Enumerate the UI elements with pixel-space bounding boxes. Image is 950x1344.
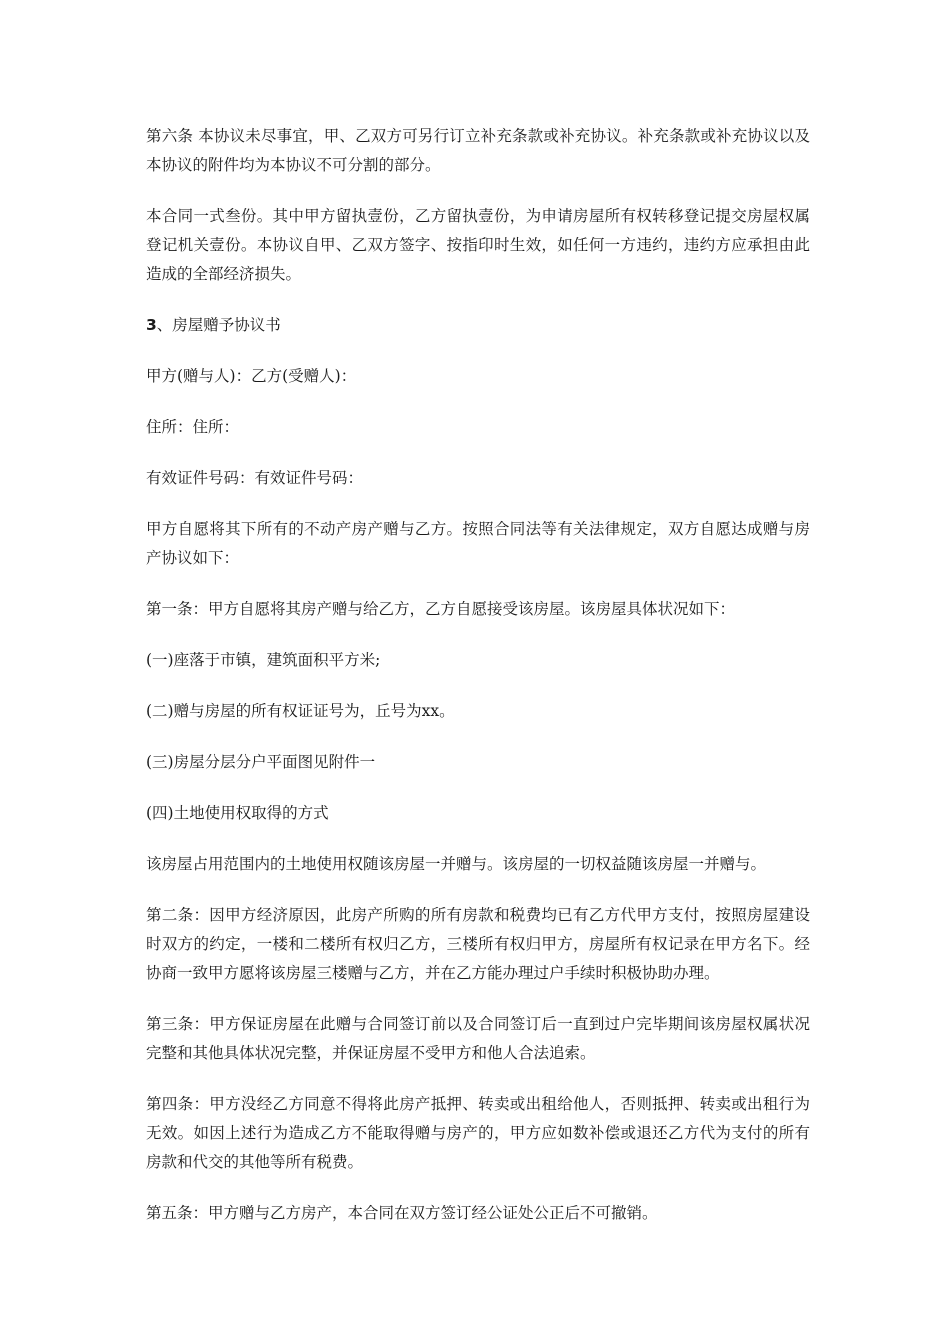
article-three-paragraph: 第三条：甲方保证房屋在此赠与合同签订前以及合同签订后一直到过户完毕期间该房屋权属状况完整和其他具体状况完整，并保证房屋不受甲方和他人合法追索。 bbox=[146, 1015, 810, 1062]
copies-paragraph: 本合同一式叁份。其中甲方留执壹份，乙方留执壹份，为申请房屋所有权转移登记提交房屋权属登记机关壹份。本协议自甲、乙双方签字、按指印时生效，如任何一方违约，违约方应承担由此造成的全部经济损失。 bbox=[146, 207, 810, 283]
address-line: 住所：住所： bbox=[146, 418, 240, 436]
item-three-paragraph: (三)房屋分层分户平面图见附件一 bbox=[146, 753, 376, 771]
clause-six-paragraph: 第六条 本协议未尽事宜，甲、乙双方可另行订立补充条款或补充协议。补充条款或补充协议以及本协议的附件均为本协议不可分割的部分。 bbox=[146, 127, 810, 174]
section-heading bbox=[146, 311, 810, 340]
article-five-paragraph: 第五条：甲方赠与乙方房产，本合同在双方签订经公证处公正后不可撤销。 bbox=[146, 1204, 658, 1222]
item-four-paragraph: (四)土地使用权取得的方式 bbox=[146, 804, 329, 822]
id-number-line: 有效证件号码：有效证件号码： bbox=[146, 469, 364, 487]
section-title: 、房屋赠予协议书 bbox=[156, 316, 281, 334]
section-number: 3 bbox=[146, 316, 157, 334]
land-use-paragraph: 该房屋占用范围内的土地使用权随该房屋一并赠与。该房屋的一切权益随该房屋一并赠与。 bbox=[146, 855, 767, 873]
item-one-paragraph: (一)座落于市镇，建筑面积平方米; bbox=[146, 651, 381, 669]
article-one-paragraph: 第一条：甲方自愿将其房产赠与给乙方，乙方自愿接受该房屋。该房屋具体状况如下： bbox=[146, 600, 736, 618]
parties-line: 甲方(赠与人)：乙方(受赠人)： bbox=[146, 367, 357, 385]
item-two-paragraph: (二)赠与房屋的所有权证证号为，丘号为xx。 bbox=[146, 702, 455, 720]
article-two-paragraph: 第二条：因甲方经济原因，此房产所购的所有房款和税费均已有乙方代甲方支付，按照房屋建设时双方的约定，一楼和二楼所有权归乙方，三楼所有权归甲方，房屋所有权记录在甲方名下。经协商一致甲方愿将该房屋三楼赠与乙方，并在乙方能办理过户手续时积极协助办理。 bbox=[146, 906, 810, 982]
article-four-paragraph: 第四条：甲方没经乙方同意不得将此房产抵押、转卖或出租给他人，否则抵押、转卖或出租行为无效。如因上述行为造成乙方不能取得赠与房产的，甲方应如数补偿或退还乙方代为支付的所有房款和代交的其他等所有税费。 bbox=[146, 1095, 810, 1171]
preamble-paragraph: 甲方自愿将其下所有的不动产房产赠与乙方。按照合同法等有关法律规定，双方自愿达成赠与房产协议如下： bbox=[146, 520, 810, 567]
document-body bbox=[146, 122, 810, 1250]
